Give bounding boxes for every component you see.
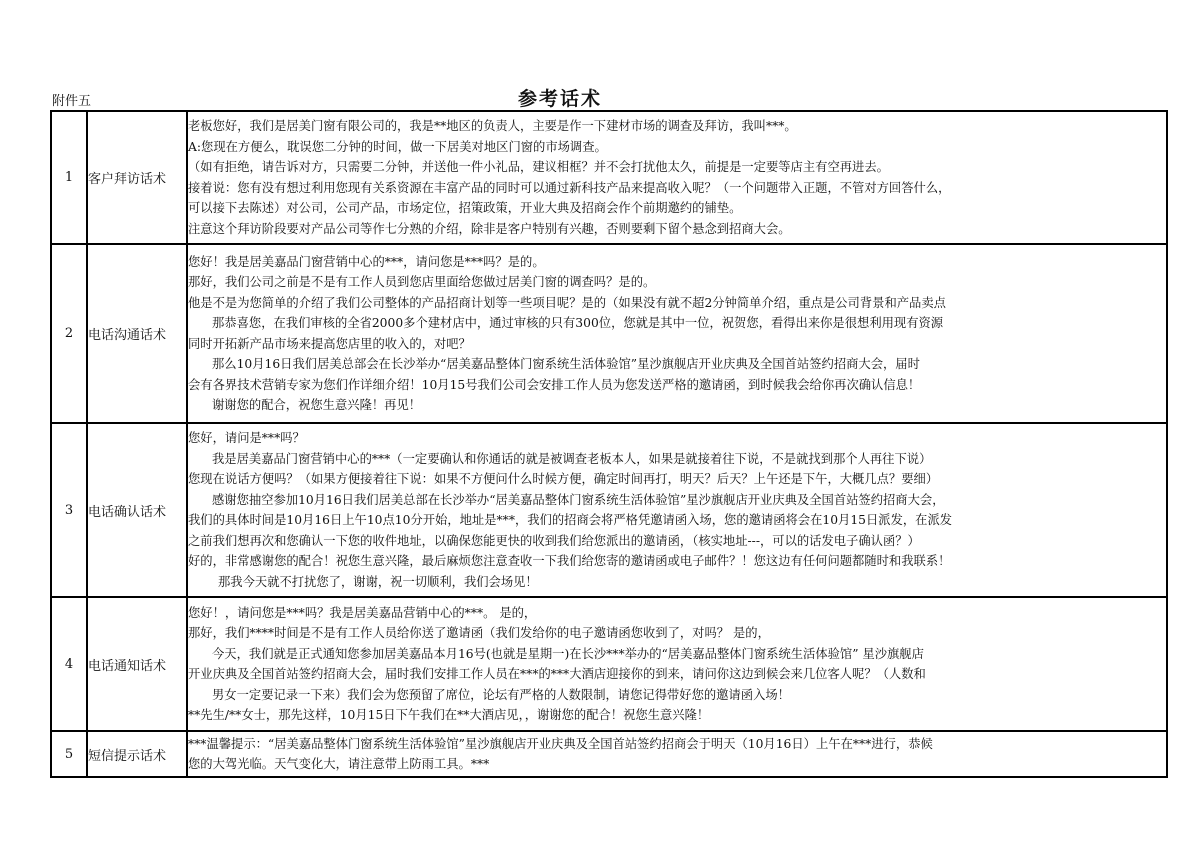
row-number: 3 bbox=[51, 423, 87, 597]
script-line: 好的，非常感谢您的配合！祝您生意兴隆，最后麻烦您注意查收一下我们给您寄的邀请函或电子邮件？！您这边有任何问题都随时和我联系！ bbox=[188, 554, 951, 568]
script-line: 注意这个拜访阶段要对产品公司等作七分熟的介绍，除非是客户特别有兴趣，否则要剩下留个悬念到招商大会。 bbox=[188, 221, 791, 236]
script-line: **先生/**女士，那先这样，10月15日下午我们在**大酒店见，，谢谢您的配合！祝您生意兴隆！ bbox=[188, 708, 710, 722]
script-line: 开业庆典及全国首站签约招商大会，届时我们安排工作人员在***的***大酒店迎接你的到来，请问你这边到候会来几位客人呢？（人数和 bbox=[188, 667, 926, 681]
script-line: 那好，我们公司之前是不是有工作人员到您店里面给您做过居美门窗的调查吗？是的。 bbox=[188, 275, 656, 289]
script-line: 感谢您抽空参加10月16日我们居美总部在长沙举办“居美嘉品整体门窗系统生活体验馆”星沙旗舰店开业庆典及全国首站签约招商大会， bbox=[212, 492, 945, 507]
row-number: 2 bbox=[51, 244, 87, 423]
script-line: 之前我们想再次和您确认一下您的收件地址，以确保您能更快的收到我们给您派出的邀请函，（核实地址---，可以的话发电子确认函？） bbox=[188, 533, 920, 548]
script-line: 今天，我们就是正式通知您参加居美嘉品本月16号(也就是星期一)在长沙***举办的“居美嘉品整体门窗系统生活体验馆” 星沙旗舰店 bbox=[212, 646, 924, 661]
script-line: 老板您好，我们是居美门窗有限公司的，我是**地区的负责人，主要是作一下建材市场的调查及拜访，我叫***。 bbox=[188, 119, 797, 133]
script-content bbox=[187, 423, 1167, 597]
script-line: 我是居美嘉品门窗营销中心的***（一定要确认和你通话的就是被调查老板本人，如果是就接着往下说，不是就找到那个人再往下说） bbox=[212, 451, 932, 466]
script-line: 您的大驾光临。天气变化大，请注意带上防雨工具。*** bbox=[188, 757, 490, 771]
page-title: 参考话术 bbox=[517, 88, 602, 110]
script-line: 会有各界技术营销专家为您们作详细介绍！10月15号我们公司会安排工作人员为您发送严格的邀请函，到时候我会给你再次确认信息！ bbox=[188, 377, 921, 392]
script-line: 谢谢您的配合，祝您生意兴隆！再见！ bbox=[212, 398, 422, 412]
row-number: 5 bbox=[51, 731, 87, 777]
script-line: 那我今天就不打扰您了，谢谢，祝一切顺利，我们会场见！ bbox=[218, 574, 538, 589]
script-line: 您好！，请问您是***吗？我是居美嘉品营销中心的***。 是的， bbox=[188, 605, 537, 620]
script-line: 男女一定要记录一下来）我们会为您预留了席位，论坛有严格的人数限制，请您记得带好您的邀请函入场！ bbox=[212, 687, 790, 702]
table-row bbox=[51, 597, 1167, 731]
table-row bbox=[51, 111, 1167, 244]
table-row bbox=[51, 244, 1167, 423]
script-name: 电话确认话术 bbox=[87, 423, 187, 597]
script-line: 那好，我们****时间是不是有工作人员给你送了邀请函（我们发给你的电子邀请函您收到了，对吗？ 是的， bbox=[188, 626, 770, 640]
script-line: 他是不是为您简单的介绍了我们公司整体的产品招商计划等一些项目呢？是的（如果没有就不超2分钟简单介绍，重点是公司背景和产品卖点 bbox=[188, 295, 946, 310]
table-row bbox=[51, 423, 1167, 597]
script-name: 短信提示话术 bbox=[87, 731, 187, 777]
script-line: 我们的具体时间是10月16日上午10点10分开始，地址是***，我们的招商会将严格凭邀请函入场，您的邀请函将会在10月15日派发，在派发 bbox=[188, 513, 953, 527]
script-line: 同时开拓新产品市场来提高您店里的收入的，对吧？ bbox=[188, 336, 471, 351]
script-line: 您现在说话方便吗？（如果方便接着往下说：如果不方便问什么时候方便，确定时间再打，明天？后天？上午还是下午，大概几点？要细） bbox=[188, 472, 939, 486]
script-line: 那么10月16日我们居美总部会在长沙举办“居美嘉品整体门窗系统生活体验馆”星沙旗舰店开业庆典及全国首站签约招商大会，届时 bbox=[212, 357, 920, 371]
script-line: 那恭喜您，在我们审核的全省2000多个建材店中，通过审核的只有300位，您就是其中一位，祝贺您，看得出来你是很想利用现有资源 bbox=[212, 316, 944, 330]
script-content bbox=[187, 731, 1167, 777]
script-name: 客户拜访话术 bbox=[87, 111, 187, 244]
row-number: 1 bbox=[51, 111, 87, 244]
script-line: A:您现在方便么，耽误您二分钟的时间，做一下居美对地区门窗的市场调查。 bbox=[188, 139, 607, 154]
script-name: 电话通知话术 bbox=[87, 597, 187, 731]
script-line: 您好！我是居美嘉品门窗营销中心的***，请问您是***吗？是的。 bbox=[188, 254, 545, 269]
script-content bbox=[187, 111, 1167, 244]
script-name: 电话沟通话术 bbox=[87, 244, 187, 423]
script-content bbox=[187, 244, 1167, 423]
script-line: 可以接下去陈述）对公司，公司产品，市场定位，招策政策，开业大典及招商会作个前期邀约的铺垫。 bbox=[188, 201, 742, 215]
script-line: 接着说：您有没有想过利用您现有关系资源在丰富产品的同时可以通过新科技产品来提高收入呢？（一个问题带入正题，不管对方回答什么， bbox=[188, 180, 951, 195]
script-line: （如有拒绝，请告诉对方，只需要二分钟，并送他一件小礼品，建议相框？并不会打扰他太久，前提是一定要等店主有空再进去。 bbox=[188, 160, 889, 174]
appendix-label: 附件五 bbox=[52, 94, 92, 109]
table-row bbox=[51, 731, 1167, 777]
script-line: ***温馨提示：“居美嘉品整体门窗系统生活体验馆”星沙旗舰店开业庆典及全国首站签约招商会于明天（10月16日）上午在***进行，恭候 bbox=[188, 736, 933, 751]
script-line: 您好，请问是***吗？ bbox=[188, 431, 305, 445]
script-table bbox=[50, 110, 1168, 778]
row-number: 4 bbox=[51, 597, 87, 731]
script-content bbox=[187, 597, 1167, 731]
